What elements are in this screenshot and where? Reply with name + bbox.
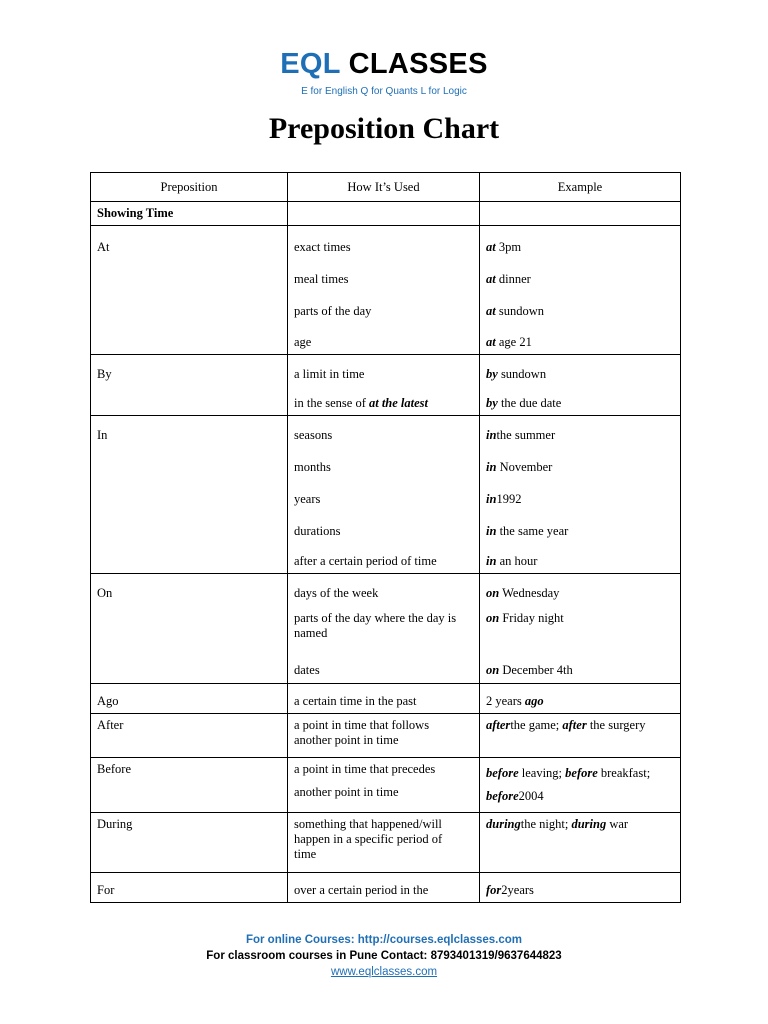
table-row (91, 416, 681, 574)
footer-online-courses: For online Courses: http://courses.eqlclasses.com (245, 934, 523, 946)
use-cell: something that happened/will happen in a specific period of time (288, 813, 480, 873)
example-line (486, 524, 674, 539)
example-cell (480, 758, 681, 813)
header-preposition: Preposition (91, 173, 288, 202)
use-line: parts of the day where the day is named (294, 611, 457, 640)
keyword: for (486, 883, 502, 897)
use-cell: over a certain period in the (288, 873, 480, 903)
section-label: Showing Time (91, 202, 288, 226)
footer-website-link[interactable]: www.eqlclasses.com (330, 966, 438, 978)
example-line (486, 396, 674, 411)
header-example: Example (480, 173, 681, 202)
example-text: the due date (497, 396, 562, 410)
use-line: years (294, 492, 321, 506)
keyword: on (486, 586, 500, 600)
use-cell (288, 416, 480, 574)
example-text: breakfast; (597, 766, 651, 780)
example-text: an hour (496, 554, 538, 568)
table-header-row (91, 173, 681, 202)
table-row (91, 714, 681, 758)
example-cell (480, 684, 681, 714)
use-line: after a certain period of time (294, 554, 437, 568)
keyword: in (486, 460, 497, 474)
use-cell (288, 355, 480, 416)
keyword: in (486, 492, 497, 506)
prep-cell: By (91, 355, 288, 416)
table-row (91, 574, 681, 684)
example-line (486, 367, 674, 382)
example-line (486, 335, 674, 350)
keyword: during (486, 817, 521, 831)
use-line: dates (294, 663, 320, 677)
prep-cell: On (91, 574, 288, 684)
keyword: in (486, 554, 497, 568)
example-line (486, 554, 674, 569)
keyword: at (486, 272, 496, 286)
use-line: another point in time (294, 785, 399, 799)
example-text: the summer (496, 428, 556, 442)
example-text: the night; (520, 817, 572, 831)
use-emphasis: at the latest (368, 396, 429, 410)
prep-cell: During (91, 813, 288, 873)
keyword: before (486, 766, 519, 780)
example-text: the same year (496, 524, 569, 538)
table-row (91, 758, 681, 813)
example-line (486, 611, 674, 626)
preposition-table (90, 172, 681, 903)
example-text: sundown (495, 304, 545, 318)
keyword: at (486, 304, 496, 318)
prep-cell: Before (91, 758, 288, 813)
page-title: Preposition Chart (268, 112, 500, 145)
use-line: durations (294, 524, 341, 538)
example-text: the game; (510, 718, 563, 732)
example-cell (480, 714, 681, 758)
example-text: age 21 (495, 335, 532, 349)
use-line: parts of the day (294, 304, 372, 318)
use-cell (288, 758, 480, 813)
brand-classes: CLASSES (348, 48, 488, 80)
table-row (91, 813, 681, 873)
use-cell (288, 574, 480, 684)
keyword: during (571, 817, 607, 831)
table-row (91, 226, 681, 355)
example-line (486, 586, 674, 601)
example-text: 3pm (495, 240, 522, 254)
prep-cell: In (91, 416, 288, 574)
keyword: after (562, 718, 587, 732)
keyword: ago (524, 694, 544, 708)
table-row (91, 873, 681, 903)
example-text: November (496, 460, 553, 474)
example-text: the surgery (586, 718, 646, 732)
example-text: 2 years (486, 694, 525, 708)
empty-cell (480, 202, 681, 226)
prep-cell: For (91, 873, 288, 903)
keyword: by (486, 396, 498, 410)
prep-cell: At (91, 226, 288, 355)
keyword: after (486, 718, 511, 732)
example-text: December 4th (499, 663, 573, 677)
example-line (486, 663, 674, 678)
example-line (486, 428, 674, 443)
example-line (486, 492, 674, 507)
example-cell (480, 355, 681, 416)
keyword: on (486, 611, 500, 625)
use-text: in the sense of (294, 396, 369, 410)
use-cell: a certain time in the past (288, 684, 480, 714)
brand-logo (0, 48, 768, 81)
keyword: by (486, 367, 498, 381)
example-text: 2years (501, 883, 534, 897)
footer-classroom-contact: For classroom courses in Pune Contact: 8793401319/9637644823 (206, 950, 562, 962)
prep-cell: Ago (91, 684, 288, 714)
example-cell (480, 226, 681, 355)
use-line: age (294, 335, 312, 349)
empty-cell (288, 202, 480, 226)
example-line (486, 272, 674, 287)
example-cell (480, 574, 681, 684)
keyword: before (565, 766, 598, 780)
example-cell (480, 813, 681, 873)
example-cell (480, 873, 681, 903)
keyword: at (486, 335, 496, 349)
use-line: days of the week (294, 586, 379, 600)
use-line: seasons (294, 428, 333, 442)
keyword: in (486, 524, 497, 538)
example-line (486, 460, 674, 475)
table-row (91, 684, 681, 714)
keyword: at (486, 240, 496, 254)
example-text: 1992 (496, 492, 522, 506)
keyword: on (486, 663, 500, 677)
section-row (91, 202, 681, 226)
example-text: 2004 (518, 789, 544, 803)
example-line (486, 240, 674, 255)
keyword: in (486, 428, 497, 442)
use-line (294, 396, 473, 411)
header-how-used: How It’s Used (288, 173, 480, 202)
example-text: Friday night (499, 611, 564, 625)
table-row (91, 355, 681, 416)
use-line: meal times (294, 272, 349, 286)
example-cell (480, 416, 681, 574)
example-text: war (606, 817, 629, 831)
example-text: Wednesday (499, 586, 560, 600)
use-cell: a point in time that follows another point in time (288, 714, 480, 758)
use-cell (288, 226, 480, 355)
keyword: before (486, 789, 519, 803)
example-text: dinner (495, 272, 531, 286)
use-line: months (294, 460, 331, 474)
brand-eql: EQL (280, 48, 341, 80)
example-text: leaving; (518, 766, 566, 780)
use-line: a limit in time (294, 367, 365, 381)
prep-cell: After (91, 714, 288, 758)
tagline: E for English Q for Quants L for Logic (301, 86, 467, 97)
use-line: exact times (294, 240, 351, 254)
example-text: sundown (497, 367, 547, 381)
example-line (486, 304, 674, 319)
use-line: a point in time that precedes (294, 762, 436, 776)
